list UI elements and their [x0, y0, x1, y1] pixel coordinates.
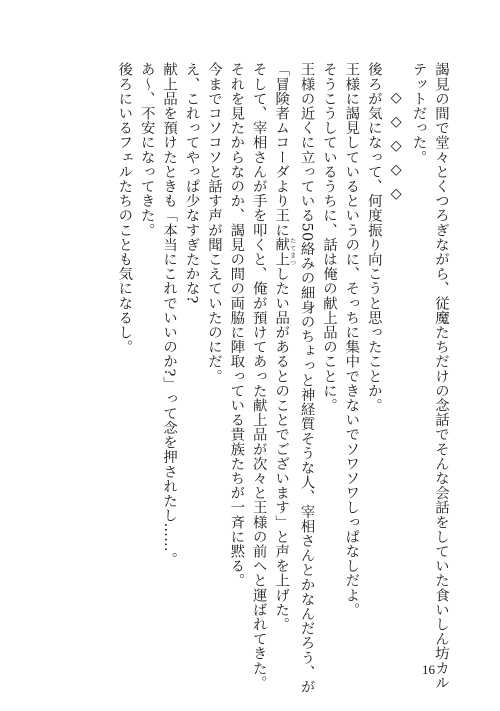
text-line: 今までコソコソと話す声が聞こえていたのにだ。: [205, 62, 222, 384]
text-line: それを見たからなのか、謁見の間の両脇に陣取っている貴族たちが一斉に黙る。: [228, 62, 245, 588]
text-line: 王様に謁見しているというのに、そっちに集中できないでソワソワしっぱなしだよ。: [343, 62, 360, 617]
text-line: そして、宰相さんが手を叩くと、俺が預けてあった献上品が次々と王様の前へと運ばれてきた。: [250, 62, 267, 690]
scene-separator: ◇◇◇◇◇: [388, 90, 405, 210]
text-line: あ〜、不安になってきた。: [138, 62, 155, 238]
text-line: え、これってやっぱ少なすぎたかな?: [183, 62, 200, 304]
page-number: 16: [422, 662, 435, 677]
text-line: 献上品を預けたときも「本当にこれでいいのか?」って念を押されたし……。: [161, 62, 178, 567]
text-line: 王様の近くに立っている50絡みの細身のちょっと神経質そうな人、宰相さんとかなんだろう、が: [298, 62, 315, 694]
ruby-annotation: 献上 たてまつ: [273, 237, 296, 267]
text-line: 謁見の間で堂々とくつろぎながら、従魔たちだけの念話でそんな会話をしていた食いしん坊カル: [433, 62, 449, 690]
ruby-reading: たてまつ: [288, 237, 296, 267]
text-line: 後ろにいるフェルたちのことも気になるし。: [116, 62, 133, 354]
text-line: 後ろが気になって、何度振り向こうと思ったことか。: [365, 62, 382, 413]
text-line: そうこうしているうちに、話は俺の献上品のことに。: [320, 62, 337, 413]
text-line: テットだった。: [410, 62, 427, 165]
text-line: 「冒険者ムコーダより王に献上 たてまつしたい品があるとのことでございます」と声を上げた。: [273, 62, 296, 632]
